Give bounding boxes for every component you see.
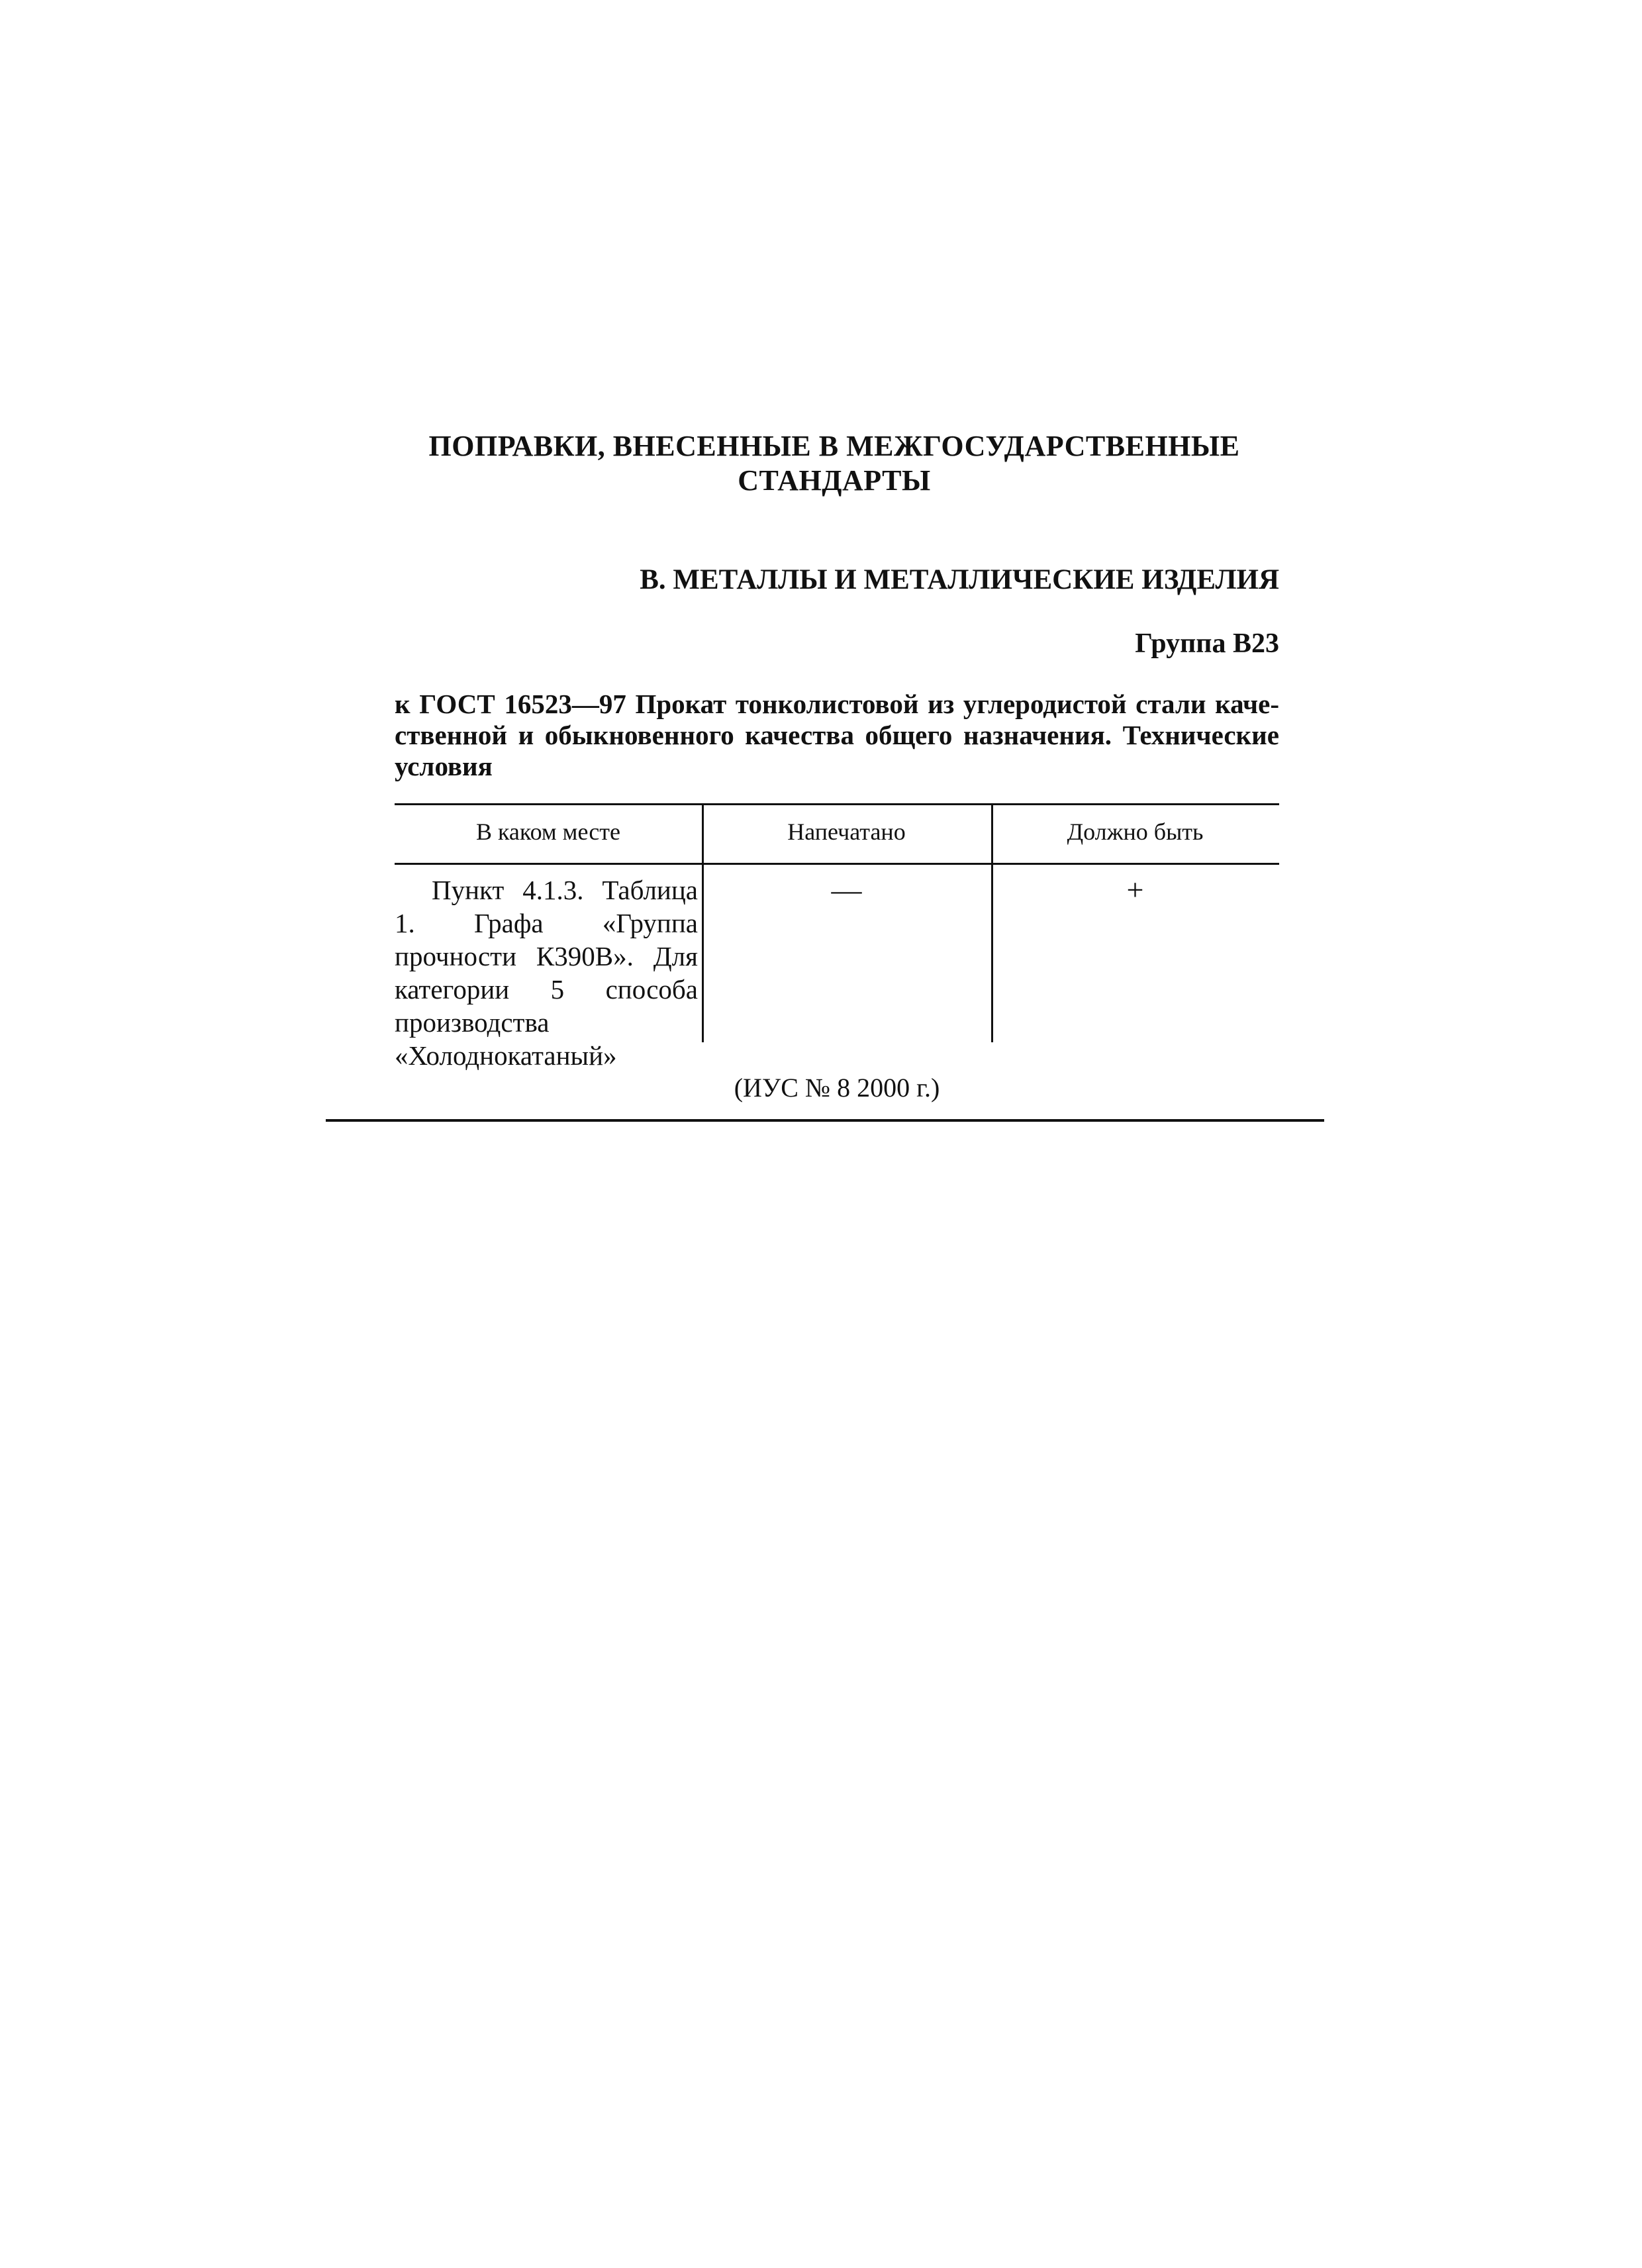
bottom-rule bbox=[326, 1119, 1324, 1122]
document-title-line-1: ПОПРАВКИ, ВНЕСЕННЫЕ В МЕЖГОСУДАРСТВЕННЫЕ bbox=[428, 430, 1240, 462]
document-title-line-2: СТАНДАРТЫ bbox=[738, 464, 931, 497]
header-printed: Напечатано bbox=[702, 805, 991, 865]
header-should-be: Должно быть bbox=[991, 805, 1279, 865]
source-note: (ИУС № 8 2000 г.) bbox=[734, 1073, 940, 1103]
cell-should-be: + bbox=[1126, 873, 1144, 907]
document-title bbox=[371, 429, 1298, 498]
cell-place: Пункт 4.1.3. Таблица 1. Графа «Группа прочности К390В». Для категории 5 способа производства «Холоднокатаный» bbox=[395, 875, 698, 1071]
group-code: Группа В23 bbox=[1135, 628, 1279, 659]
section-heading: В. МЕТАЛЛЫ И МЕТАЛЛИЧЕСКИЕ ИЗДЕЛИЯ bbox=[640, 564, 1279, 595]
header-place: В каком месте bbox=[395, 805, 702, 865]
amendment-table bbox=[395, 803, 1279, 1071]
standard-reference: к ГОСТ 16523—97 Прокат тонколистовой из углеродистой стали качественной и обыкновенного качества общего назначения. Технические условия bbox=[395, 689, 1279, 781]
cell-printed: — bbox=[831, 873, 862, 907]
